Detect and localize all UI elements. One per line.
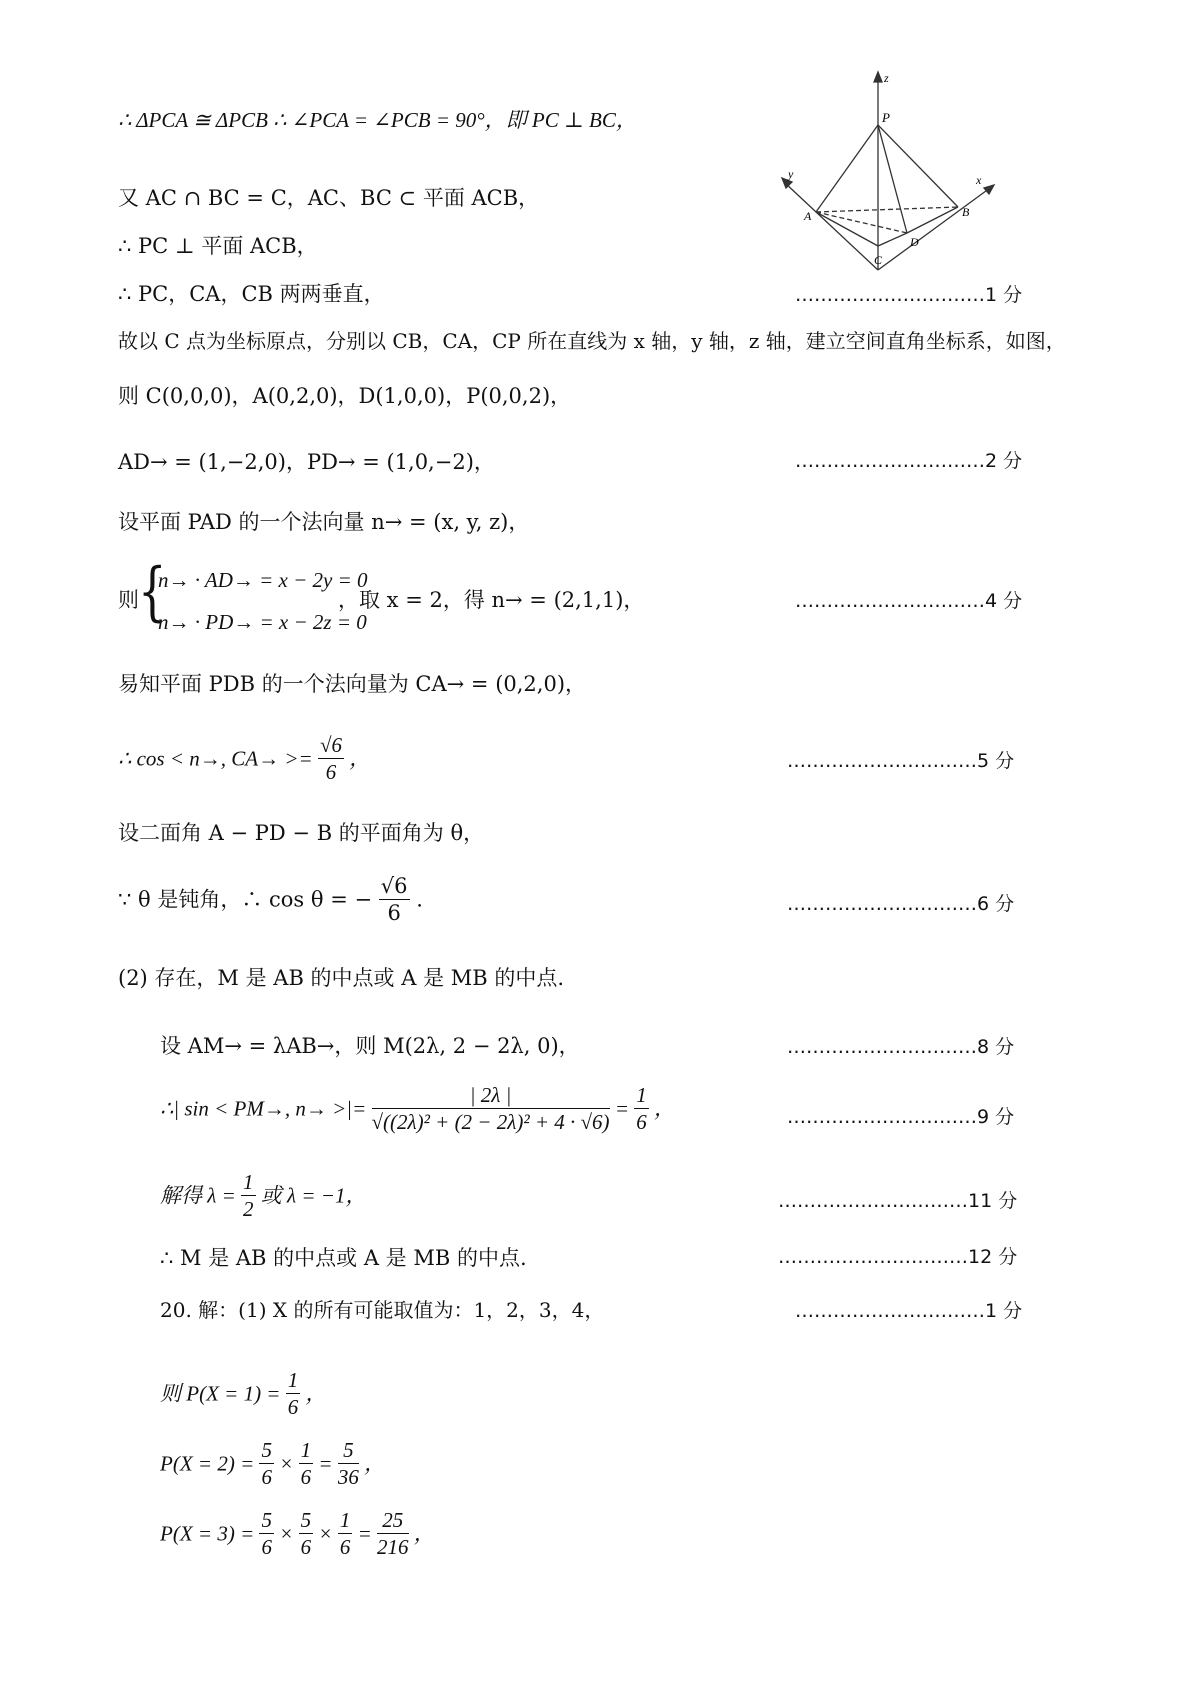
frac-sin-den: √((2λ)² + (2 − 2λ)² + 4 · √6) <box>371 1110 610 1134</box>
line-p3 <box>160 1510 435 1558</box>
line-sin <box>160 1085 675 1133</box>
frac-p3-d-num: 25 <box>377 1510 409 1534</box>
frac-den: 6 <box>325 760 337 784</box>
cos-prefix: ∴ cos < n→, CA→ >= <box>118 746 313 771</box>
frac-theta <box>379 876 410 924</box>
line-q20: 20. 解：(1) X 的所有可能取值为：1，2，3，4， <box>160 1298 605 1322</box>
p2-eq: = <box>318 1451 333 1476</box>
frac-p3-c-den: 6 <box>339 1535 351 1559</box>
line-normal-vector: 设平面 PAD 的一个法向量 n→ = (x, y, z)， <box>118 510 530 534</box>
edge-pb <box>878 125 958 207</box>
frac-p2-b-num: 1 <box>300 1438 312 1462</box>
p2-comma: ， <box>364 1451 386 1476</box>
label-y: y <box>788 167 794 181</box>
frac-one-sixth <box>634 1085 649 1133</box>
frac-p3-c <box>338 1510 353 1558</box>
frac-p2-b-den: 6 <box>300 1465 312 1489</box>
frac-one-num: 1 <box>636 1083 647 1107</box>
frac-sin <box>372 1085 610 1133</box>
frac-p2-b <box>299 1440 314 1488</box>
label-d: D <box>910 235 919 249</box>
line-congruent: ∴ ΔPCA ≅ ΔPCB ∴ ∠PCA = ∠PCB = 90°，即 PC ⊥ BC， <box>118 108 637 132</box>
frac-p3-a-num: 5 <box>261 1508 272 1532</box>
theta-prefix: ∵ θ 是钝角，∴ cos θ = − <box>118 887 373 912</box>
p3-prefix: P(X = 3) = <box>160 1521 255 1546</box>
sin-prefix: ∴| sin < PM→, n→ >|= <box>160 1096 367 1121</box>
eq-ad: n→ · AD→ = x − 2y = 0 <box>158 568 368 592</box>
lambda-suffix: 或 λ = −1， <box>260 1183 367 1208</box>
edge-ab <box>816 207 958 212</box>
score-6: …………………………6 分 <box>787 893 1015 915</box>
line-intersect: 又 AC ∩ BC = C，AC、BC ⊂ 平面 ACB， <box>118 186 540 210</box>
lambda-prefix: 解得 λ = <box>160 1183 236 1208</box>
frac-one-den: 6 <box>636 1110 647 1134</box>
frac-p2-c <box>338 1440 359 1488</box>
score-12: …………………………12 分 <box>778 1246 1018 1268</box>
frac-p3-a <box>259 1510 274 1558</box>
label-b: B <box>962 205 970 219</box>
frac-p2-c-den: 36 <box>337 1465 359 1489</box>
frac-p3-b-den: 6 <box>300 1535 312 1559</box>
line-pc-perp-plane: ∴ PC ⊥ 平面 ACB， <box>118 234 318 258</box>
frac-p3-b <box>299 1510 314 1558</box>
frac-sqrt6-6 <box>318 735 344 783</box>
p3-times-1: × <box>279 1521 294 1546</box>
score-4: …………………………4 分 <box>795 590 1023 612</box>
system-brace: { <box>138 555 167 629</box>
frac-p1 <box>286 1370 301 1418</box>
edge-db <box>907 207 958 233</box>
line-coordinates: 则 C(0,0,0)，A(0,2,0)，D(1,0,0)，P(0,0,2)， <box>118 384 572 408</box>
p1-comma: ， <box>305 1381 327 1406</box>
frac-theta-den: 6 <box>387 901 401 925</box>
line-vectors: AD→ = (1,−2,0)，PD→ = (1,0,−2)， <box>118 450 495 474</box>
edge-cd <box>878 233 907 246</box>
line-p1 <box>160 1370 326 1418</box>
frac-p2-a <box>259 1440 274 1488</box>
z-arrow <box>874 72 882 82</box>
frac-half-den: 2 <box>243 1197 254 1221</box>
line-mutually-perp: ∴ PC，CA，CB 两两垂直， <box>118 282 385 306</box>
line-coord-system: 故以 C 点为坐标原点，分别以 CB，CA，CP 所在直线为 x 轴，y 轴，z 轴，建立空间直角坐标系，如图， <box>118 329 1066 353</box>
line-part2: (2) 存在，M 是 AB 的中点或 A 是 MB 的中点. <box>118 966 565 990</box>
frac-p3-b-num: 5 <box>300 1508 312 1532</box>
p1-prefix: 则 P(X = 1) = <box>160 1381 281 1406</box>
edge-ad <box>816 212 907 233</box>
score-5: …………………………5 分 <box>787 750 1015 772</box>
label-c: C <box>874 253 883 267</box>
frac-p2-a-num: 5 <box>261 1438 272 1462</box>
p3-times-2: × <box>318 1521 333 1546</box>
score-20-1: …………………………1 分 <box>795 1300 1023 1322</box>
x-axis <box>878 188 990 270</box>
p3-comma: ， <box>413 1521 435 1546</box>
line-set-am: 设 AM→ = λAB→，则 M(2λ, 2 − 2λ, 0)， <box>160 1034 580 1058</box>
theta-period: . <box>416 887 423 912</box>
label-a: A <box>804 209 812 223</box>
score-11: …………………………11 分 <box>778 1190 1018 1212</box>
frac-half <box>241 1172 256 1220</box>
score-8: …………………………8 分 <box>787 1036 1015 1058</box>
eq-pd: n→ · PD→ = x − 2z = 0 <box>158 610 367 634</box>
frac-p3-d-den: 216 <box>377 1535 409 1559</box>
label-z: z <box>884 71 889 85</box>
frac-p1-num: 1 <box>287 1368 299 1392</box>
line-theta <box>118 876 423 924</box>
y-axis <box>784 182 878 270</box>
cos-comma: ， <box>349 746 371 771</box>
p2-times: × <box>279 1451 294 1476</box>
edge-pa <box>816 125 878 212</box>
frac-sin-num: | 2λ | <box>372 1085 610 1109</box>
line-dihedral: 设二面角 A − PD − B 的平面角为 θ， <box>118 821 485 845</box>
frac-p3-d <box>377 1510 409 1558</box>
line-conclusion: ∴ M 是 AB 的中点或 A 是 MB 的中点. <box>160 1246 527 1270</box>
frac-half-num: 1 <box>243 1170 254 1194</box>
p3-eq: = <box>357 1521 372 1546</box>
frac-p1-den: 6 <box>287 1395 299 1419</box>
frac-p2-a-den: 6 <box>261 1465 272 1489</box>
x-arrow <box>984 185 994 194</box>
frac-theta-num: √6 <box>380 874 408 898</box>
p2-prefix: P(X = 2) = <box>160 1451 255 1476</box>
label-p: P <box>882 110 890 125</box>
score-2: …………………………2 分 <box>795 450 1023 472</box>
line-normal-pdb: 易知平面 PDB 的一个法向量为 CA→ = (0,2,0)， <box>118 672 587 696</box>
line-lambda <box>160 1172 366 1220</box>
score-1: …………………………1 分 <box>795 284 1023 306</box>
line-take-x: ，取 x = 2，得 n→ = (2,1,1)， <box>338 588 645 612</box>
edge-pd <box>878 125 907 233</box>
coordinate-figure <box>770 70 1000 290</box>
frac-p3-c-num: 1 <box>339 1508 351 1532</box>
frac-p2-c-num: 5 <box>338 1440 359 1464</box>
line-cos <box>118 735 370 783</box>
sin-eq: = <box>614 1096 629 1121</box>
score-9: …………………………9 分 <box>787 1106 1015 1128</box>
frac-p3-a-den: 6 <box>261 1535 272 1559</box>
ze-label: 则 <box>118 588 139 612</box>
label-x: x <box>976 173 982 187</box>
frac-num: √6 <box>319 733 342 757</box>
line-p2 <box>160 1440 385 1488</box>
sin-comma: ， <box>653 1096 675 1121</box>
